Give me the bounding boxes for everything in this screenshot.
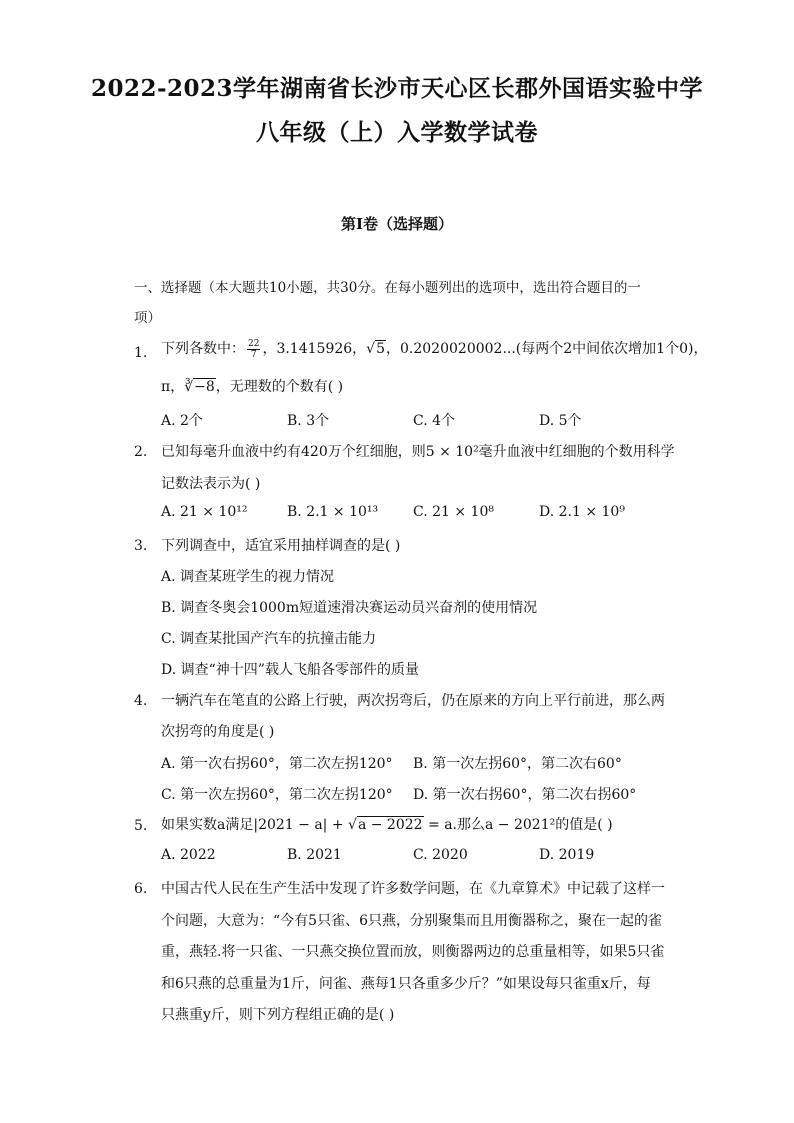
question-text-segment: ，3.1415926，√ xyxy=(262,341,376,357)
question-text: 和6只燕的总重量为1斤，问雀、燕每1只各重多少斤？”如果设每只雀重x斤，每 xyxy=(161,976,651,992)
question-text-segment: 如果实数a满足|2021 − a| + √ xyxy=(161,817,357,833)
question-text: 一辆汽车在笔直的公路上行驶，两次拐弯后，仍在原来的方向上平行前进，那么两 xyxy=(161,693,665,709)
fraction-numerator: 22 xyxy=(248,338,260,349)
question-number: 6. xyxy=(134,881,148,897)
question-text xyxy=(161,814,613,834)
question-text: 重，燕轻.将一只雀、一只燕交换位置而放，则衡器两边的总重量相等，如果5只雀 xyxy=(161,944,665,960)
option-b: B. 第一次左拐60°，第二次右60° xyxy=(413,756,622,772)
part-heading-continued: 项） xyxy=(134,310,161,326)
question-text: 中国古代人民在生产生活中发现了许多数学问题，在《九章算术》中记载了这样一 xyxy=(161,881,665,897)
exam-title-line1: 2022-2023学年湖南省长沙市天心区长郡外国语实验中学 xyxy=(90,75,704,102)
option-d: D. 5个 xyxy=(539,413,582,429)
question-text xyxy=(161,376,343,396)
part-heading: 一、选择题（本大题共10小题，共30分。在每小题列出的选项中，选出符合题目的一 xyxy=(134,280,641,296)
question-text-segment: ，0.2020020002...(每两个2中间依次增加1个0)， xyxy=(386,341,708,357)
fraction-denominator: 7 xyxy=(250,349,257,360)
question-text-segment: π，∛ xyxy=(161,379,194,395)
cbrt-radicand: −8 xyxy=(194,379,215,395)
question-number: 4. xyxy=(134,693,148,709)
option-c: C. 21 × 10⁸ xyxy=(413,504,494,520)
question-number: 5. xyxy=(134,818,148,834)
question-text: 次拐弯的角度是( ) xyxy=(161,724,275,740)
option-b: B. 调查冬奥会1000m短道速滑决赛运动员兴奋剂的使用情况 xyxy=(161,600,538,616)
question-number: 3. xyxy=(134,538,148,554)
question-text: 已知每毫升血液中约有420万个红细胞，则5 × 10²毫升血液中红细胞的个数用科学 xyxy=(161,444,675,460)
question-text-segment: = a.那么a − 2021²的值是( ) xyxy=(423,817,613,833)
option-a: A. 21 × 10¹² xyxy=(161,504,248,520)
option-b: B. 2.1 × 10¹³ xyxy=(287,504,379,520)
option-a: A. 2个 xyxy=(161,413,203,429)
question-text-segment: ，无理数的个数有( ) xyxy=(215,379,344,395)
option-a: A. 第一次右拐60°，第二次左拐120° xyxy=(161,756,393,772)
option-d: D. 调查“神十四”载人飞船各零部件的质量 xyxy=(161,662,419,678)
option-a: A. 2022 xyxy=(161,847,216,863)
question-text: 只燕重y斤，则下列方程组正确的是( ) xyxy=(161,1007,395,1023)
option-c: C. 2020 xyxy=(413,847,468,863)
question-text-segment: 下列各数中： xyxy=(161,341,245,357)
option-d: D. 2019 xyxy=(539,847,595,863)
option-b: B. 2021 xyxy=(287,847,342,863)
option-d: D. 2.1 × 10⁹ xyxy=(539,504,625,520)
question-text xyxy=(161,338,707,360)
exam-title-line2: 八年级（上）入学数学试卷 xyxy=(256,119,538,146)
option-d: D. 第一次右拐60°，第二次右拐60° xyxy=(413,787,637,803)
sqrt-radicand: 5 xyxy=(376,341,386,357)
sqrt-radicand: a − 2022 xyxy=(357,817,423,833)
option-c: C. 4个 xyxy=(413,413,456,429)
option-c: C. 调查某批国产汽车的抗撞击能力 xyxy=(161,631,377,647)
fraction xyxy=(247,339,260,360)
question-number: 1. xyxy=(134,345,148,361)
option-a: A. 调查某班学生的视力情况 xyxy=(161,569,335,585)
question-text: 下列调查中，适宜采用抽样调查的是( ) xyxy=(161,538,401,554)
section-title: 第I卷（选择题） xyxy=(340,215,454,233)
option-b: B. 3个 xyxy=(287,413,330,429)
question-text: 记数法表示为( ) xyxy=(161,476,261,492)
question-text: 个问题，大意为：“今有5只雀、6只燕，分别聚集而且用衡器称之，聚在一起的雀 xyxy=(161,913,662,929)
option-c: C. 第一次左拐60°，第二次左拐120° xyxy=(161,787,393,803)
question-number: 2. xyxy=(134,444,148,460)
